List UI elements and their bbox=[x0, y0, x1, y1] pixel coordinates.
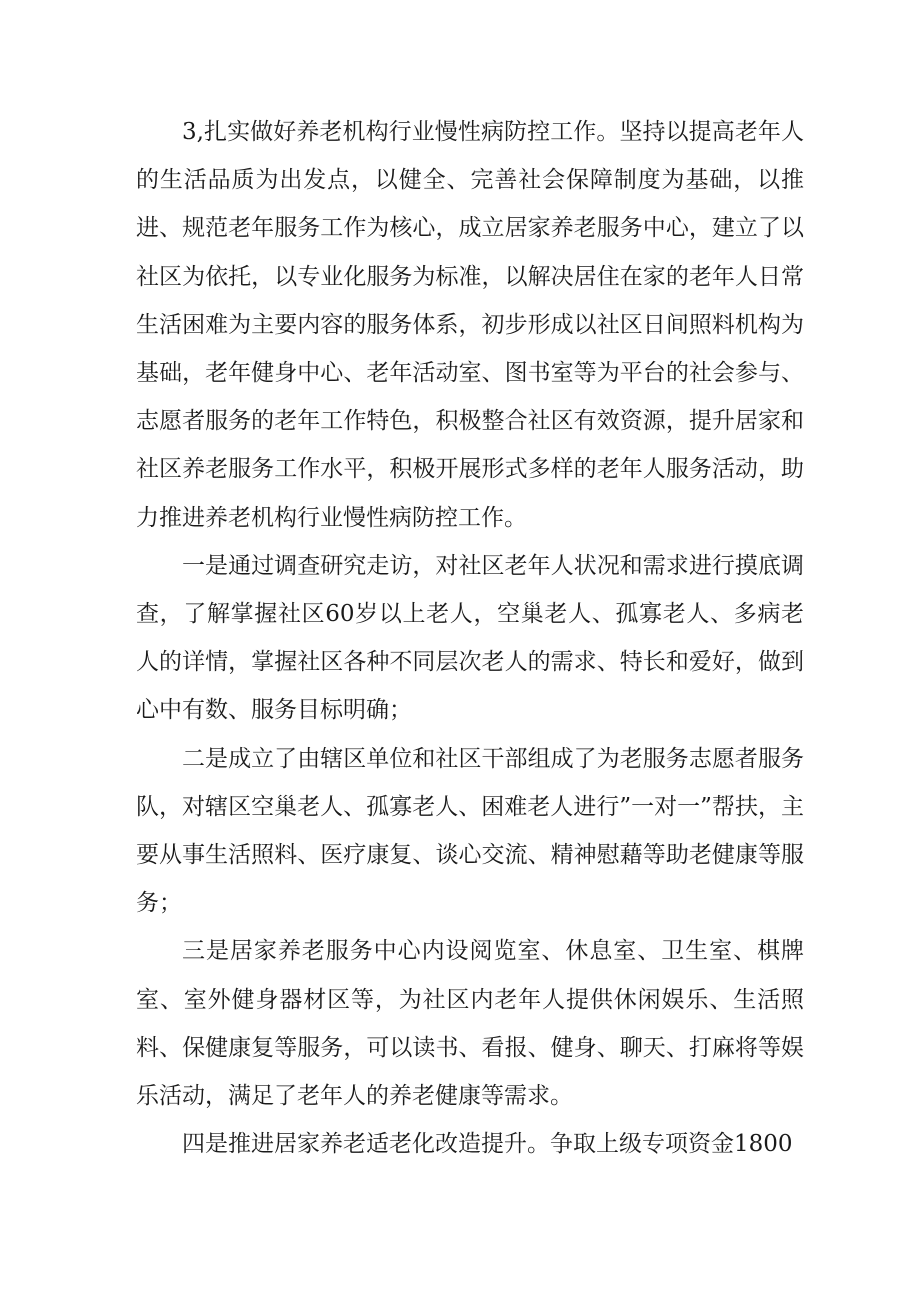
paragraph-aging-friendly-renovation: 四是推进居家养老适老化改造提升。争取上级专项资金1800 bbox=[182, 1131, 793, 1158]
paragraph-survey-visits: 一是通过调查研究走访，对社区老年人状况和需求进行摸底调查，了解掌握社区60岁以上老人，空巢老人、孤寡老人、多病老人的详情，掌握社区各种不同层次老人的需求、特长和爱好，做到心中有数、服务目标明确； bbox=[136, 552, 804, 724]
paragraph-volunteer-team: 二是成立了由辖区单位和社区干部组成了为老服务志愿者服务队，对辖区空巢老人、孤寡老人、困难老人进行”一对一”帮扶，主要从事生活照料、医疗康复、谈心交流、精神慰藉等助老健康等服务； bbox=[136, 745, 804, 917]
document-body bbox=[136, 108, 804, 1168]
paragraph-elderly-care-disease-prevention: 3,扎实做好养老机构行业慢性病防控工作。坚持以提高老年人的生活品质为出发点，以健全、完善社会保障制度为基础，以推进、规范老年服务工作为核心，成立居家养老服务中心，建立了以社区为依托，以专业化服务为标准，以解决居住在家的老年人日常生活困难为主要内容的服务体系，初步形成以社区日间照料机构为基础，老年健身中心、老年活动室、图书室等为平台的社会参与、志愿者服务的老年工作特色，积极整合社区有效资源，提升居家和社区养老服务工作水平，积极开展形式多样的老年人服务活动，助力推进养老机构行业慢性病防控工作。 bbox=[136, 119, 804, 531]
paragraph-service-center-facilities: 三是居家养老服务中心内设阅览室、休息室、卫生室、棋牌室、室外健身器材区等，为社区内老年人提供休闲娱乐、生活照料、保健康复等服务，可以读书、看报、健身、聊天、打麻将等娱乐活动，满足了老年人的养老健康等需求。 bbox=[136, 938, 804, 1110]
